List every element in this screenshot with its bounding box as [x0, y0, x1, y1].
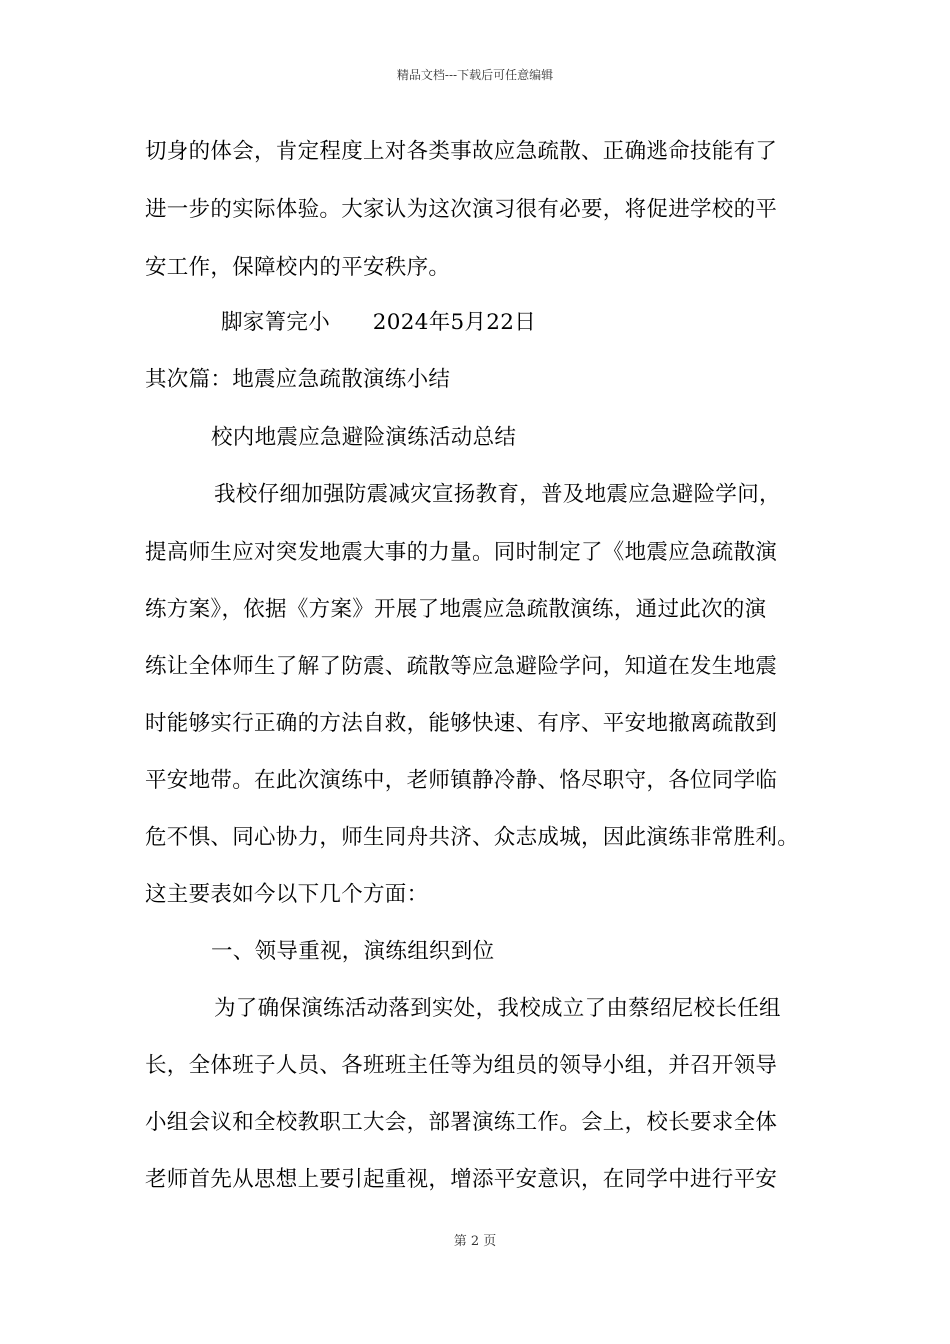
- text-line: 平安地带。在此次演练中，老师镇静冷静、恪尽职守，各位同学临: [145, 768, 778, 793]
- text-line: 老师首先从思想上要引起重视，增添平安意识，在同学中进行平安: [145, 1167, 778, 1192]
- text-line: 提高师生应对突发地震大事的力量。同时制定了《地震应急疏散演: [145, 540, 778, 565]
- text-line: 小组会议和全校教职工大会，部署演练工作。会上，校长要求全体: [145, 1110, 778, 1135]
- text-line: 危不惧、同心协力，师生同舟共济、众志成城，因此演练非常胜利。: [145, 825, 800, 850]
- text-line: 安工作，保障校内的平安秩序。: [145, 255, 451, 280]
- text-line: 切身的体会，肯定程度上对各类事故应急疏散、正确逃命技能有了: [145, 139, 778, 164]
- text-line: 我校仔细加强防震减灾宣扬教育，普及地震应急避险学问，: [214, 482, 781, 507]
- text-line: 练让全体师生了解了防震、疏散等应急避险学问，知道在发生地震: [145, 654, 778, 679]
- page-header: 精品文档---下载后可任意编辑: [396, 68, 554, 82]
- section-title: 其次篇：地震应急疏散演练小结: [145, 367, 451, 392]
- text-line: 为了确保演练活动落到实处，我校成立了由蔡绍尼校长任组: [214, 996, 781, 1021]
- signature-date-line: 脚家箐完小 2024年5月22日: [221, 310, 537, 335]
- page-number: 第 2 页: [453, 1234, 497, 1249]
- subsection-heading: 一、领导重视，演练组织到位: [211, 939, 495, 964]
- article-title: 校内地震应急避险演练活动总结: [211, 425, 517, 450]
- text-line: 进一步的实际体验。大家认为这次演习很有必要，将促进学校的平: [145, 197, 778, 222]
- text-line: 长，全体班子人员、各班班主任等为组员的领导小组，并召开领导: [145, 1053, 778, 1078]
- text-line: 练方案》，依据《方案》开展了地震应急疏散演练，通过此次的演: [145, 597, 767, 622]
- text-line: 时能够实行正确的方法自救，能够快速、有序、平安地撤离疏散到: [145, 711, 778, 736]
- text-line: 这主要表如今以下几个方面：: [145, 882, 429, 907]
